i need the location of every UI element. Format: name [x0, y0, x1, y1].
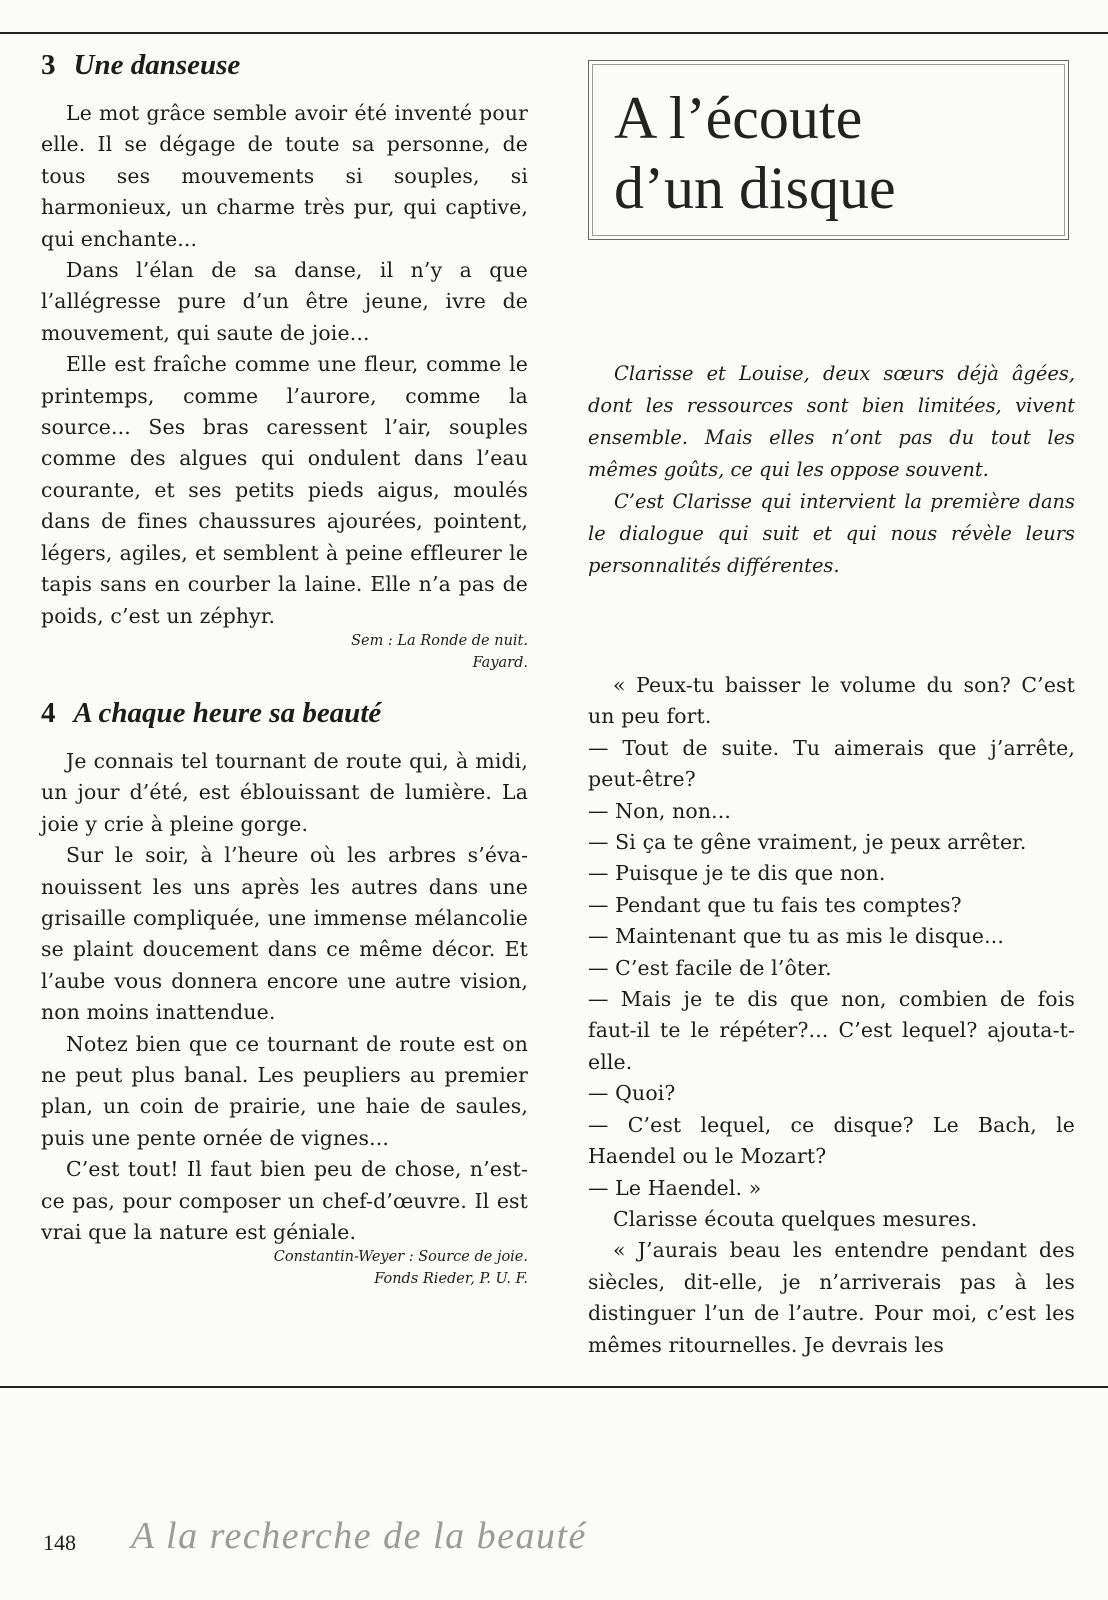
dialogue-line: — Si ça te gêne vraiment, je peux arrêter.	[588, 830, 1027, 855]
paragraph: Dans l’élan de sa danse, il n’y a que l’allégresse pure d’un être jeune, ivre de mouvement, qui saute de joie...	[41, 258, 528, 345]
paragraph: Sur le soir, à l’heure où les arbres s’évanouissent les uns après les autres dans une grisaille compliquée, une immense mélancolie se plaint doucement dans ce même décor. Et l’aube vous donnera encore une autre vision, non moins inattendue.	[41, 843, 528, 1025]
chapter-title-line: d’un disque	[614, 155, 896, 221]
paragraph: Elle est fraîche comme une fleur, comme le printemps, comme l’aurore, comme la source... Ses bras caressent l’air, souples comme des algues qui ondulent dans l’eau courante, et ses petits pieds aigus, moulés dans de fines chaussures ajourées, pointent, légers, agiles, et semblent à peine effleurer le tapis sans en courber la laine. Elle n’a pas de poids, c’est un zéphyr.	[41, 352, 528, 628]
section-title: A chaque heure sa beauté	[73, 696, 382, 729]
dialogue-line: — C’est lequel, ce disque? Le Bach, le Haendel ou le Mozart?	[588, 1112, 1075, 1169]
dialogue-line: « Peux-tu baisser le volume du son? C’est un peu fort.	[588, 673, 1075, 729]
source-publisher: Fonds Rieder, P. U. F.	[374, 1271, 528, 1288]
section-a-chaque-heure	[41, 696, 528, 1291]
source-publisher: Fayard.	[472, 654, 528, 671]
left-column	[41, 48, 528, 1290]
paragraph: Le mot grâce semble avoir été inventé pour elle. Il se dégage de toute sa personne, de tous ses mouvements si souples, si harmonieux, un charme très pur, qui captive, qui enchante...	[41, 101, 528, 251]
intro-paragraph: Clarisse et Louise, deux sœurs déjà âgées, dont les ressources sont bien limitées, vivent ensemble. Mais elles n’ont pas du tout les mêmes goûts, ce qui les oppose souvent.	[588, 362, 1075, 481]
dialogue-line: — Pendant que tu fais tes comptes?	[588, 892, 962, 917]
section-heading	[41, 696, 528, 730]
chapter-title-box	[588, 60, 1069, 240]
chapter-title	[614, 83, 896, 223]
dialogue-line: — C’est facile de l’ôter.	[588, 955, 832, 980]
bottom-rule	[0, 1386, 1108, 1388]
dialogue-line: — Quoi?	[588, 1081, 676, 1106]
paragraph: Notez bien que ce tournant de route est on ne peut plus banal. Les peupliers au premier plan, un coin de prairie, une haie de saules, puis une pente ornée de vignes...	[41, 1031, 528, 1150]
running-title: A la recherche de la beauté	[131, 1515, 587, 1557]
section-title: Une danseuse	[73, 49, 241, 81]
source-author-work: Constantin-Weyer : Source de joie.	[273, 1249, 528, 1266]
dialogue-line: — Tout de suite. Tu aimerais que j’arrête, peut-être?	[588, 735, 1075, 792]
top-rule	[0, 32, 1108, 34]
page-number: 148	[43, 1530, 76, 1555]
section-number: 4	[41, 696, 56, 729]
dialogue-line: — Maintenant que tu as mis le disque...	[588, 924, 1005, 949]
intro-paragraph: C’est Clarisse qui intervient la première dans le dialogue qui suit et qui nous révèle leurs personnalités différentes.	[588, 490, 1075, 577]
dialogue-line: « J’aurais beau les entendre pendant des siècles, dit-elle, je n’arriverais pas à les distinguer l’un de l’autre. Pour moi, c’est les mêmes ritournelles. Je devrais les	[588, 1238, 1075, 1357]
chapter-intro	[588, 358, 1075, 582]
narration-line: Clarisse écouta quelques mesures.	[613, 1206, 978, 1231]
chapter-title-line: A l’écoute	[614, 85, 863, 151]
dialogue-line: — Puisque je te dis que non.	[588, 861, 886, 886]
section-heading	[41, 48, 528, 82]
dialogue	[588, 670, 1075, 1361]
dialogue-line: — Non, non...	[588, 798, 732, 823]
source-citation	[41, 1246, 528, 1290]
dialogue-line: — Mais je te dis que non, combien de fois faut-il te le répéter?... C’est lequel? ajouta-t-elle.	[588, 987, 1075, 1074]
section-une-danseuse	[41, 48, 528, 674]
paragraph: Je connais tel tournant de route qui, à midi, un jour d’été, est éblouissant de lumière. La joie y crie à pleine gorge.	[41, 748, 528, 836]
right-column	[588, 48, 1075, 1361]
dialogue-line: — Le Haendel. »	[588, 1175, 762, 1200]
source-citation	[41, 630, 528, 674]
section-number: 3	[41, 49, 56, 81]
paragraph: C’est tout! Il faut bien peu de chose, n’est-ce pas, pour composer un chef-d’œuvre. Il est vrai que la nature est géniale.	[41, 1157, 528, 1244]
source-author-work: Sem : La Ronde de nuit.	[351, 632, 528, 649]
